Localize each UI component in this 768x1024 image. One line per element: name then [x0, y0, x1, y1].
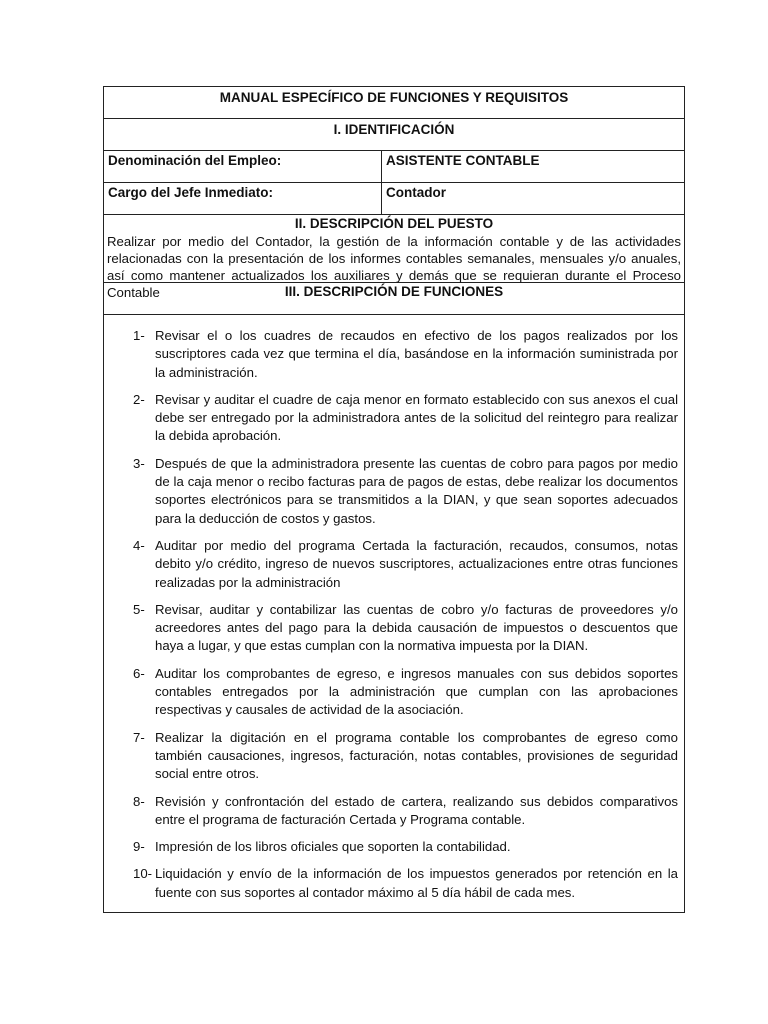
function-item [104, 327, 678, 382]
job-description-heading: II. DESCRIPCIÓN DEL PUESTO [294, 216, 494, 231]
function-item [104, 865, 678, 902]
function-text: Revisar, auditar y contabilizar las cuentas de cobro y/o facturas de proveedores y/o acreedores antes del pago para la debida causación de impuestos o descuentos que haya a lugar, y que estas cumplan con la normativa impuesta por la DIAN. [155, 601, 678, 654]
function-number: 6- [133, 665, 145, 681]
function-item [104, 537, 678, 592]
supervisor-value: Contador [386, 185, 446, 200]
job-description-text: Realizar por medio del Contador, la gestión de la información contable y de las actividades relacionadas con la presentación de los informes contables semanales, mensuales y/o anuales, así como mantener actualizados los auxiliares y demás que se requieran durante el Proceso Contable [107, 234, 681, 300]
function-item [104, 793, 678, 830]
functions-heading: III. DESCRIPCIÓN DE FUNCIONES [104, 283, 684, 315]
function-item [104, 729, 678, 784]
document-title: MANUAL ESPECÍFICO DE FUNCIONES Y REQUISITOS [104, 87, 684, 119]
function-number: 1- [133, 328, 145, 343]
function-text: Revisar y auditar el cuadre de caja menor en formato establecido con sus anexos el cual debe ser entregado por la administradora antes de la solicitud del reintegro para realizar la debida aprobación. [155, 391, 678, 444]
function-number: 8- [133, 793, 145, 809]
functions-section [104, 315, 684, 912]
functions-list [104, 327, 678, 902]
function-number: 3- [133, 455, 145, 471]
function-text: Realizar la digitación en el programa contable los comprobantes de egreso como también causaciones, ingresos, facturación, notas contables, provisiones de seguridad social entre otros. [155, 729, 678, 782]
supervisor-label: Cargo del Jefe Inmediato: [104, 183, 382, 214]
function-item [104, 665, 678, 720]
function-text: Auditar por medio del programa Certada la facturación, recaudos, consumos, notas debito y/o crédito, ingreso de nuevos suscriptores, actualizaciones entre otras funciones realizadas por la administración [155, 537, 678, 590]
function-number: 2- [133, 391, 145, 407]
function-number: 9- [133, 839, 145, 855]
employment-name-row [104, 151, 684, 183]
employment-name-label: Denominación del Empleo: [104, 151, 382, 182]
function-number: 7- [133, 729, 145, 745]
function-text: Liquidación y envío de la información de los impuestos generados por retención en la fuente con sus soportes al contador máximo al 5 día hábil de cada mes. [155, 866, 678, 900]
manual-table [103, 86, 685, 913]
function-text: Revisar el o los cuadres de recaudos en efectivo de los pagos realizados por los suscriptores cada vez que termina el día, basándose en la información suministrada por la administración. [155, 328, 678, 380]
function-item [104, 455, 678, 528]
function-item [104, 391, 678, 446]
function-number: 10- [133, 866, 153, 882]
supervisor-row [104, 183, 684, 215]
function-item [104, 838, 678, 856]
employment-name-value: ASISTENTE CONTABLE [386, 153, 540, 168]
identification-heading: I. IDENTIFICACIÓN [104, 119, 684, 151]
function-number: 4- [133, 537, 145, 553]
function-number: 5- [133, 601, 145, 617]
function-text: Impresión de los libros oficiales que soporten la contabilidad. [155, 839, 511, 855]
function-item [104, 601, 678, 656]
function-text: Auditar los comprobantes de egreso, e ingresos manuales con sus debidos soportes contables entregados por la administración que cumplan con las aprobaciones respectivas y causales de actividad de la asociación. [155, 665, 678, 718]
function-text: Revisión y confrontación del estado de cartera, realizando sus debidos comparativos entre el programa de facturación Certada y Programa contable. [155, 793, 678, 827]
function-text: Después de que la administradora presente las cuentas de cobro para pagos por medio de la caja menor o recibo facturas para de pagos de estas, debe realizar los documentos soportes electrónicos para se transmitidos a la DIAN, y que sean soportes adecuados para la deducción de costos y gastos. [155, 455, 678, 526]
